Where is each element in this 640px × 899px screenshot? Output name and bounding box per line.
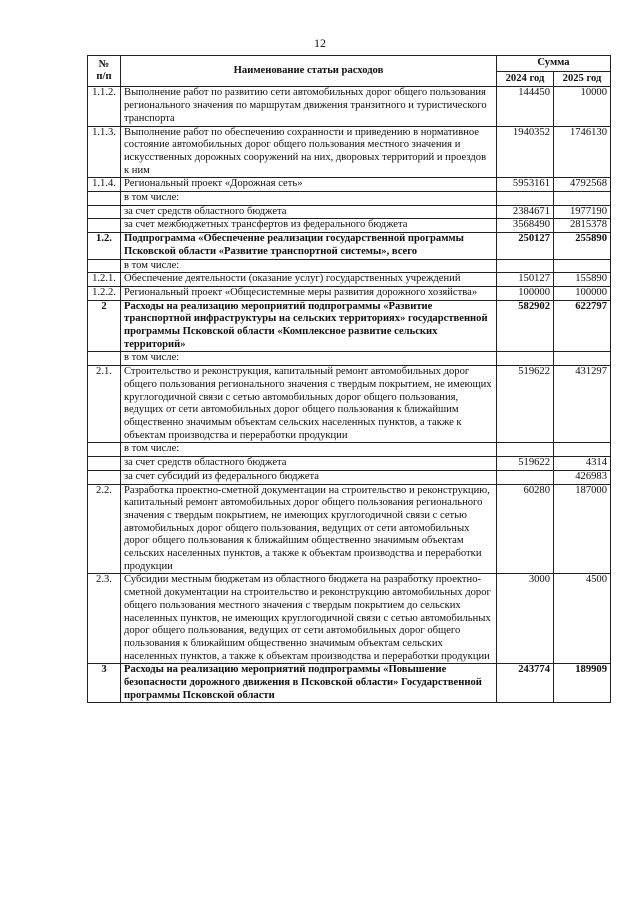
row-number-cell: 1.2.2. [88, 286, 121, 300]
amount-2025-cell: 187000 [554, 484, 611, 574]
row-number-cell: 1.2.1. [88, 273, 121, 287]
amount-2024-cell: 100000 [497, 286, 554, 300]
amount-2025-cell: 100000 [554, 286, 611, 300]
amount-2024-cell: 2384671 [497, 205, 554, 219]
amount-2024-cell [497, 470, 554, 484]
amount-2024-cell: 150127 [497, 273, 554, 287]
header-sum: Сумма [497, 56, 611, 72]
row-number-cell: 2 [88, 300, 121, 352]
table-header [88, 56, 611, 87]
row-number-cell [88, 457, 121, 471]
row-number-cell: 2.2. [88, 484, 121, 574]
expense-name-cell: в том числе: [121, 443, 497, 457]
amount-2024-cell: 144450 [497, 87, 554, 126]
expenses-table [87, 55, 611, 703]
amount-2025-cell [554, 192, 611, 206]
table-row [88, 457, 611, 471]
header-num: № п/п [88, 56, 121, 87]
table-row [88, 219, 611, 233]
table-row [88, 484, 611, 574]
page-number: 12 [314, 36, 326, 50]
amount-2024-cell: 1940352 [497, 126, 554, 178]
amount-2025-cell: 1746130 [554, 126, 611, 178]
table-row [88, 273, 611, 287]
amount-2024-cell [497, 192, 554, 206]
amount-2024-cell: 519622 [497, 457, 554, 471]
expense-name-cell: Обеспечение деятельности (оказание услуг) государственных учреждений [121, 273, 497, 287]
amount-2025-cell: 622797 [554, 300, 611, 352]
amount-2025-cell: 426983 [554, 470, 611, 484]
table-row [88, 443, 611, 457]
table-row [88, 259, 611, 273]
expense-name-cell: за счет межбюджетных трансфертов из федерального бюджета [121, 219, 497, 233]
expense-name-cell: Выполнение работ по обеспечению сохранности и приведению в нормативное состояние автомобильных дорог общего пользования местного значения и искусственных дорожных сооружений на них, дворовых территорий и проездов к ним [121, 126, 497, 178]
expense-name-cell: в том числе: [121, 192, 497, 206]
row-number-cell [88, 205, 121, 219]
table-row [88, 205, 611, 219]
amount-2025-cell: 10000 [554, 87, 611, 126]
table-row [88, 87, 611, 126]
amount-2025-cell: 1977190 [554, 205, 611, 219]
table-body [88, 87, 611, 703]
table-row [88, 300, 611, 352]
table-row [88, 574, 611, 664]
amount-2024-cell: 582902 [497, 300, 554, 352]
amount-2025-cell: 4500 [554, 574, 611, 664]
amount-2024-cell: 3568490 [497, 219, 554, 233]
table-row [88, 352, 611, 366]
amount-2024-cell: 250127 [497, 233, 554, 259]
row-number-cell [88, 352, 121, 366]
amount-2024-cell: 243774 [497, 664, 554, 703]
header-year-2025: 2025 год [554, 71, 611, 87]
expense-name-cell: Субсидии местным бюджетам из областного бюджета на разработку проектно-сметной документации на строительство и реконструкцию автомобильных дорог общего пользования местного значения с твердым покрытием до сельских населенных пунктов, не имеющих круглогодичной связи с сетью автомобильных дорог общего пользования, ведущих от сети автомобильных дорог общего пользования к ближайшим общественно значимым объектам сельских населенных пунктов, а также к объектам производства и переработки продукции [121, 574, 497, 664]
row-number-cell [88, 259, 121, 273]
table-row [88, 470, 611, 484]
row-number-cell [88, 192, 121, 206]
amount-2025-cell: 4792568 [554, 178, 611, 192]
table-row [88, 233, 611, 259]
row-number-cell: 2.3. [88, 574, 121, 664]
expense-name-cell: Строительство и реконструкция, капитальный ремонт автомобильных дорог общего пользования регионального значения с твердым покрытием, не имеющих круглогодичной связи с сетью автомобильных дорог общего пользования, ведущих от сети автомобильных дорог общего пользования к ближайшим общественно значимым объектам сельских населенных пунктов, а также к объектам производства и переработки продукции [121, 366, 497, 443]
table-row [88, 286, 611, 300]
amount-2024-cell [497, 352, 554, 366]
row-number-cell: 1.1.4. [88, 178, 121, 192]
expense-name-cell: Подпрограмма «Обеспечение реализации государственной программы Псковской области «Развитие транспортной системы», всего [121, 233, 497, 259]
table-row [88, 664, 611, 703]
row-number-cell: 2.1. [88, 366, 121, 443]
row-number-cell [88, 219, 121, 233]
amount-2024-cell: 60280 [497, 484, 554, 574]
amount-2024-cell: 519622 [497, 366, 554, 443]
row-number-cell: 1.1.2. [88, 87, 121, 126]
expense-name-cell: за счет субсидий из федерального бюджета [121, 470, 497, 484]
amount-2025-cell: 431297 [554, 366, 611, 443]
table-row [88, 126, 611, 178]
expense-name-cell: Выполнение работ по развитию сети автомобильных дорог общего пользования регионального значения по маршрутам движения транзитного и туристического транспорта [121, 87, 497, 126]
amount-2024-cell [497, 443, 554, 457]
row-number-cell [88, 443, 121, 457]
amount-2025-cell: 4314 [554, 457, 611, 471]
table-row [88, 366, 611, 443]
expense-name-cell: Расходы на реализацию мероприятий подпрограммы «Развитие транспортной инфраструктуры на сельских территориях» государственной программы Псковской области «Комплексное развитие сельских территорий» [121, 300, 497, 352]
table-row [88, 178, 611, 192]
header-name: Наименование статьи расходов [121, 56, 497, 87]
amount-2024-cell [497, 259, 554, 273]
amount-2025-cell [554, 443, 611, 457]
amount-2025-cell: 255890 [554, 233, 611, 259]
expense-name-cell: Расходы на реализацию мероприятий подпрограммы «Повышение безопасности дорожного движения в Псковской области» Государственной программы Псковской области [121, 664, 497, 703]
amount-2024-cell: 3000 [497, 574, 554, 664]
row-number-cell: 3 [88, 664, 121, 703]
header-year-2024: 2024 год [497, 71, 554, 87]
row-number-cell: 1.2. [88, 233, 121, 259]
expense-name-cell: Региональный проект «Общесистемные меры развития дорожного хозяйства» [121, 286, 497, 300]
expense-name-cell: в том числе: [121, 352, 497, 366]
amount-2024-cell: 5953161 [497, 178, 554, 192]
expense-name-cell: Региональный проект «Дорожная сеть» [121, 178, 497, 192]
expense-name-cell: за счет средств областного бюджета [121, 457, 497, 471]
expense-name-cell: в том числе: [121, 259, 497, 273]
expense-name-cell: Разработка проектно-сметной документации на строительство и реконструкцию, капитальный ремонт автомобильных дорог общего пользования регионального значения с твердым покрытием, не имеющих круглогодичной связи с сетью автомобильных дорог общего пользования, ведущих от сети автомобильных дорог общего пользования к ближайшим общественно значимым объектам сельских населенных пунктов, а также к объектам производства и переработки продукции [121, 484, 497, 574]
row-number-cell [88, 470, 121, 484]
amount-2025-cell: 2815378 [554, 219, 611, 233]
row-number-cell: 1.1.3. [88, 126, 121, 178]
table-row [88, 192, 611, 206]
amount-2025-cell [554, 352, 611, 366]
amount-2025-cell [554, 259, 611, 273]
amount-2025-cell: 189909 [554, 664, 611, 703]
expense-name-cell: за счет средств областного бюджета [121, 205, 497, 219]
amount-2025-cell: 155890 [554, 273, 611, 287]
